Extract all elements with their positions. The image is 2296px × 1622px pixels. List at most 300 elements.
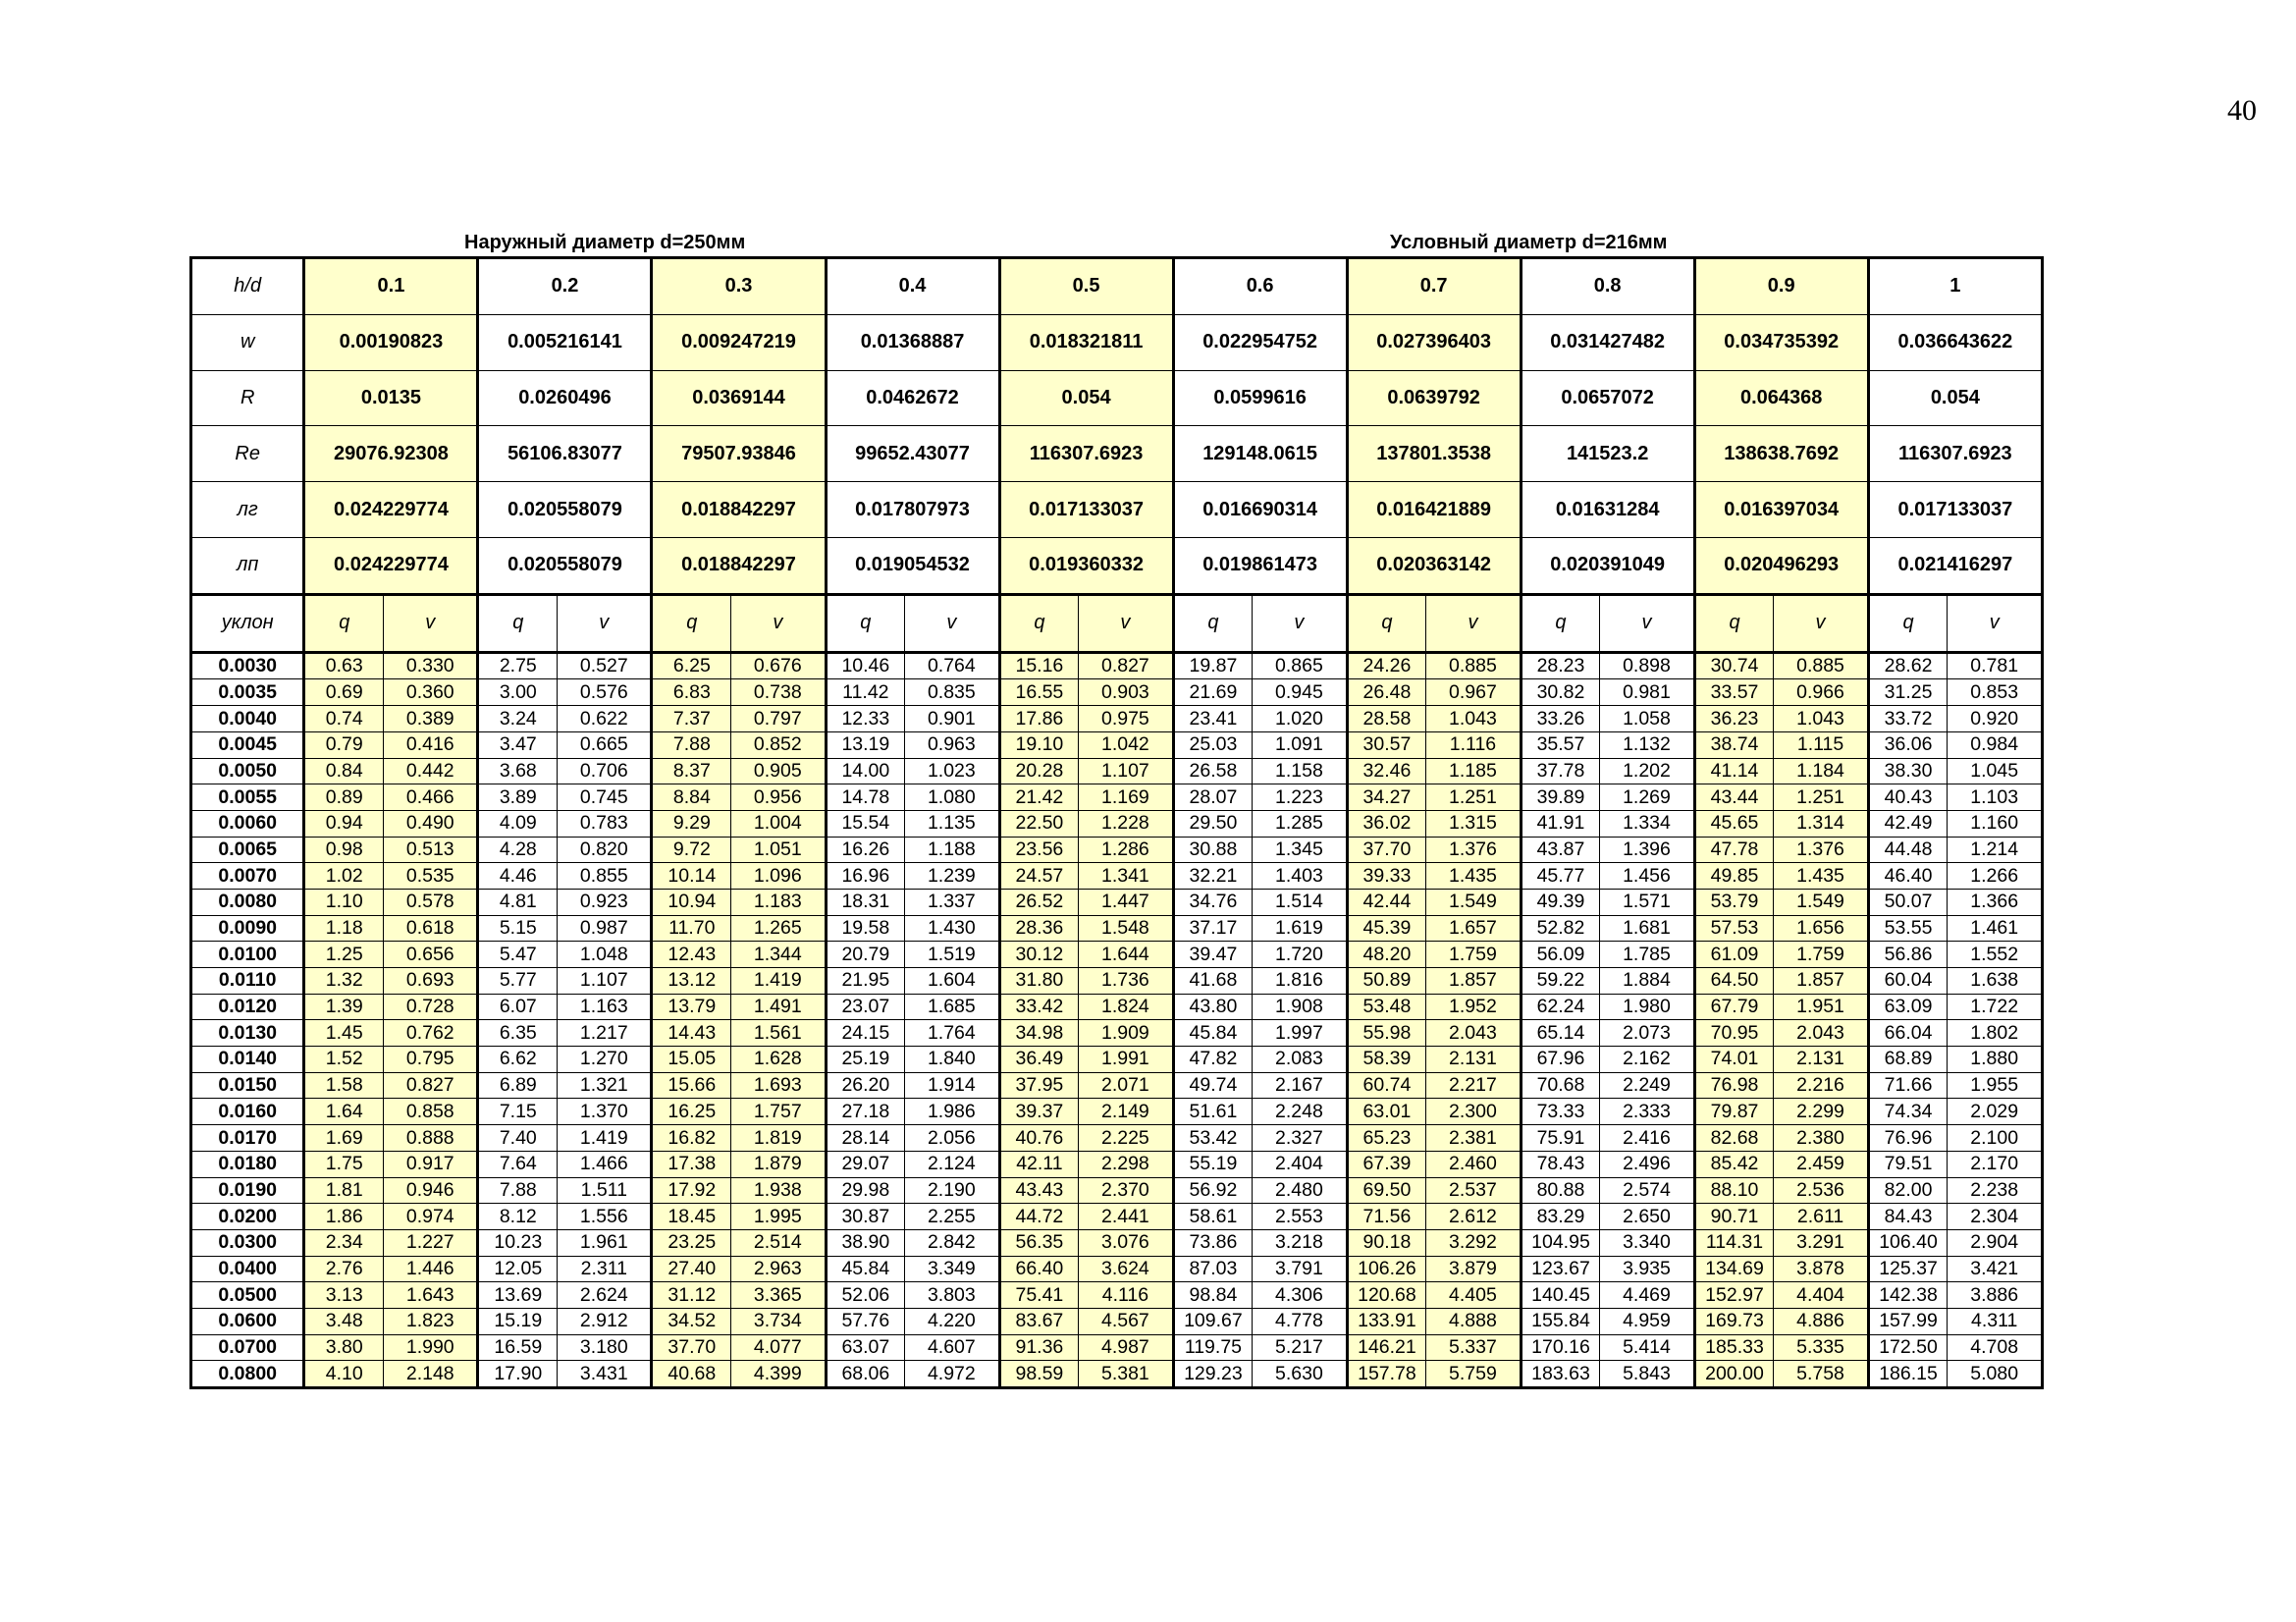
- param-value: 0.054: [1868, 370, 2042, 426]
- v-cell: 1.376: [1426, 837, 1521, 863]
- q-header: q: [1173, 594, 1253, 652]
- q-cell: 7.88: [652, 731, 731, 758]
- q-cell: 8.84: [652, 784, 731, 811]
- v-cell: 1.265: [731, 915, 826, 942]
- q-cell: 30.74: [1694, 652, 1774, 679]
- v-header: v: [558, 594, 652, 652]
- table-row: [191, 1334, 2043, 1361]
- q-cell: 1.64: [304, 1099, 384, 1125]
- data-rows: [191, 652, 2043, 1387]
- v-cell: 5.080: [1948, 1361, 2043, 1388]
- v-cell: 2.300: [1426, 1099, 1521, 1125]
- q-cell: 39.37: [999, 1099, 1079, 1125]
- q-cell: 33.26: [1521, 706, 1600, 732]
- v-cell: 3.292: [1426, 1229, 1521, 1256]
- v-cell: 1.549: [1426, 889, 1521, 915]
- v-cell: 5.630: [1253, 1361, 1347, 1388]
- q-header: q: [478, 594, 558, 652]
- v-cell: 1.759: [1774, 942, 1868, 968]
- q-cell: 142.38: [1868, 1282, 1948, 1309]
- v-cell: 1.239: [905, 863, 999, 890]
- param-value: 0.6: [1173, 258, 1347, 315]
- v-cell: 2.124: [905, 1151, 999, 1177]
- param-value: 0.019054532: [826, 537, 999, 594]
- q-cell: 7.40: [478, 1125, 558, 1152]
- v-cell: 0.898: [1600, 652, 1694, 679]
- q-cell: 87.03: [1173, 1256, 1253, 1282]
- q-cell: 15.05: [652, 1047, 731, 1073]
- v-cell: 1.997: [1253, 1020, 1347, 1047]
- v-cell: 0.728: [384, 994, 478, 1020]
- v-cell: 1.722: [1948, 994, 2043, 1020]
- param-label: Re: [191, 426, 304, 482]
- v-cell: 0.966: [1774, 679, 1868, 706]
- v-cell: 0.946: [384, 1177, 478, 1204]
- v-cell: 4.959: [1600, 1308, 1694, 1334]
- v-cell: 1.938: [731, 1177, 826, 1204]
- param-value: 0.8: [1521, 258, 1694, 315]
- v-cell: 1.914: [905, 1072, 999, 1099]
- q-cell: 83.67: [999, 1308, 1079, 1334]
- v-cell: 1.951: [1774, 994, 1868, 1020]
- q-cell: 0.89: [304, 784, 384, 811]
- table-row: [191, 994, 2043, 1020]
- q-cell: 25.03: [1173, 731, 1253, 758]
- v-cell: 1.345: [1253, 837, 1347, 863]
- q-cell: 28.62: [1868, 652, 1948, 679]
- q-cell: 58.39: [1347, 1047, 1426, 1073]
- q-cell: 1.86: [304, 1204, 384, 1230]
- q-cell: 41.14: [1694, 758, 1774, 784]
- q-cell: 13.69: [478, 1282, 558, 1309]
- q-cell: 120.68: [1347, 1282, 1426, 1309]
- q-cell: 51.61: [1173, 1099, 1253, 1125]
- param-value: 0.020496293: [1694, 537, 1868, 594]
- v-cell: 4.886: [1774, 1308, 1868, 1334]
- v-cell: 1.370: [558, 1099, 652, 1125]
- q-cell: 88.10: [1694, 1177, 1774, 1204]
- param-value: 0.01631284: [1521, 482, 1694, 538]
- v-cell: 1.491: [731, 994, 826, 1020]
- q-cell: 35.57: [1521, 731, 1600, 758]
- param-value: 137801.3538: [1347, 426, 1521, 482]
- q-cell: 70.68: [1521, 1072, 1600, 1099]
- v-cell: 2.311: [558, 1256, 652, 1282]
- param-row: [191, 426, 2043, 482]
- q-cell: 9.72: [652, 837, 731, 863]
- v-cell: 4.404: [1774, 1282, 1868, 1309]
- v-cell: 1.720: [1253, 942, 1347, 968]
- q-cell: 172.50: [1868, 1334, 1948, 1361]
- q-cell: 1.45: [304, 1020, 384, 1047]
- q-cell: 48.20: [1347, 942, 1426, 968]
- slope-cell: 0.0065: [191, 837, 304, 863]
- v-cell: 1.266: [1948, 863, 2043, 890]
- q-cell: 31.12: [652, 1282, 731, 1309]
- param-row: [191, 537, 2043, 594]
- q-cell: 152.97: [1694, 1282, 1774, 1309]
- q-cell: 185.33: [1694, 1334, 1774, 1361]
- v-cell: 3.421: [1948, 1256, 2043, 1282]
- param-value: 116307.6923: [999, 426, 1173, 482]
- q-cell: 28.14: [826, 1125, 905, 1152]
- v-cell: 0.987: [558, 915, 652, 942]
- q-cell: 2.75: [478, 652, 558, 679]
- v-cell: 1.759: [1426, 942, 1521, 968]
- table-row: [191, 1047, 2043, 1073]
- q-cell: 67.39: [1347, 1151, 1426, 1177]
- q-cell: 37.95: [999, 1072, 1079, 1099]
- q-cell: 14.78: [826, 784, 905, 811]
- v-cell: 0.656: [384, 942, 478, 968]
- q-cell: 79.87: [1694, 1099, 1774, 1125]
- q-cell: 29.50: [1173, 810, 1253, 837]
- v-cell: 1.163: [558, 994, 652, 1020]
- q-cell: 3.89: [478, 784, 558, 811]
- v-cell: 5.759: [1426, 1361, 1521, 1388]
- q-cell: 43.87: [1521, 837, 1600, 863]
- q-cell: 45.65: [1694, 810, 1774, 837]
- v-cell: 4.778: [1253, 1308, 1347, 1334]
- param-value: 0.019861473: [1173, 537, 1347, 594]
- v-cell: 0.827: [1079, 652, 1173, 679]
- q-cell: 1.18: [304, 915, 384, 942]
- table-row: [191, 1125, 2043, 1152]
- q-cell: 106.40: [1868, 1229, 1948, 1256]
- q-cell: 56.09: [1521, 942, 1600, 968]
- v-cell: 1.840: [905, 1047, 999, 1073]
- q-cell: 4.09: [478, 810, 558, 837]
- v-cell: 3.349: [905, 1256, 999, 1282]
- param-value: 0.027396403: [1347, 314, 1521, 370]
- slope-cell: 0.0110: [191, 968, 304, 995]
- q-cell: 84.43: [1868, 1204, 1948, 1230]
- q-cell: 69.50: [1347, 1177, 1426, 1204]
- param-label: лг: [191, 482, 304, 538]
- slope-cell: 0.0600: [191, 1308, 304, 1334]
- v-cell: 5.843: [1600, 1361, 1694, 1388]
- v-cell: 2.190: [905, 1177, 999, 1204]
- v-cell: 0.901: [905, 706, 999, 732]
- param-value: 0.024229774: [304, 482, 478, 538]
- q-cell: 75.41: [999, 1282, 1079, 1309]
- q-cell: 17.92: [652, 1177, 731, 1204]
- v-cell: 2.043: [1774, 1020, 1868, 1047]
- v-header: v: [1426, 594, 1521, 652]
- v-cell: 3.886: [1948, 1282, 2043, 1309]
- v-cell: 2.238: [1948, 1177, 2043, 1204]
- param-value: 0.054: [999, 370, 1173, 426]
- q-cell: 36.02: [1347, 810, 1426, 837]
- q-cell: 13.79: [652, 994, 731, 1020]
- q-cell: 78.43: [1521, 1151, 1600, 1177]
- v-cell: 2.170: [1948, 1151, 2043, 1177]
- q-cell: 43.44: [1694, 784, 1774, 811]
- v-cell: 2.624: [558, 1282, 652, 1309]
- v-cell: 1.693: [731, 1072, 826, 1099]
- q-cell: 37.70: [652, 1334, 731, 1361]
- q-cell: 1.10: [304, 889, 384, 915]
- v-cell: 0.974: [384, 1204, 478, 1230]
- v-cell: 2.459: [1774, 1151, 1868, 1177]
- v-cell: 0.535: [384, 863, 478, 890]
- v-cell: 3.734: [731, 1308, 826, 1334]
- param-value: 0.9: [1694, 258, 1868, 315]
- v-cell: 1.103: [1948, 784, 2043, 811]
- q-cell: 80.88: [1521, 1177, 1600, 1204]
- q-cell: 55.19: [1173, 1151, 1253, 1177]
- v-cell: 1.435: [1774, 863, 1868, 890]
- q-cell: 4.28: [478, 837, 558, 863]
- table-row: [191, 1361, 2043, 1388]
- q-cell: 21.95: [826, 968, 905, 995]
- q-cell: 33.57: [1694, 679, 1774, 706]
- v-cell: 2.071: [1079, 1072, 1173, 1099]
- q-cell: 3.80: [304, 1334, 384, 1361]
- slope-header: уклон: [191, 594, 304, 652]
- q-header: q: [1347, 594, 1426, 652]
- v-cell: 0.781: [1948, 652, 2043, 679]
- q-cell: 0.63: [304, 652, 384, 679]
- v-cell: 1.419: [558, 1125, 652, 1152]
- q-cell: 186.15: [1868, 1361, 1948, 1388]
- v-cell: 0.527: [558, 652, 652, 679]
- slope-cell: 0.0180: [191, 1151, 304, 1177]
- table-row: [191, 679, 2043, 706]
- q-cell: 3.47: [478, 731, 558, 758]
- param-value: 0.018321811: [999, 314, 1173, 370]
- q-cell: 71.56: [1347, 1204, 1426, 1230]
- v-cell: 0.706: [558, 758, 652, 784]
- q-cell: 20.28: [999, 758, 1079, 784]
- q-cell: 34.27: [1347, 784, 1426, 811]
- q-cell: 34.76: [1173, 889, 1253, 915]
- v-cell: 1.955: [1948, 1072, 2043, 1099]
- q-cell: 90.71: [1694, 1204, 1774, 1230]
- v-cell: 4.311: [1948, 1308, 2043, 1334]
- v-cell: 1.466: [558, 1151, 652, 1177]
- table-row: [191, 1099, 2043, 1125]
- q-cell: 146.21: [1347, 1334, 1426, 1361]
- v-cell: 1.188: [905, 837, 999, 863]
- q-cell: 27.18: [826, 1099, 905, 1125]
- slope-cell: 0.0700: [191, 1334, 304, 1361]
- v-cell: 0.745: [558, 784, 652, 811]
- slope-cell: 0.0300: [191, 1229, 304, 1256]
- q-cell: 56.86: [1868, 942, 1948, 968]
- q-cell: 46.40: [1868, 863, 1948, 890]
- q-cell: 32.21: [1173, 863, 1253, 890]
- q-cell: 13.19: [826, 731, 905, 758]
- v-cell: 1.080: [905, 784, 999, 811]
- v-cell: 1.048: [558, 942, 652, 968]
- q-cell: 6.25: [652, 652, 731, 679]
- q-cell: 62.24: [1521, 994, 1600, 1020]
- q-header: q: [826, 594, 905, 652]
- v-cell: 1.880: [1948, 1047, 2043, 1073]
- param-value: 0.018842297: [652, 537, 826, 594]
- table-row: [191, 942, 2043, 968]
- q-cell: 157.78: [1347, 1361, 1426, 1388]
- v-cell: 2.056: [905, 1125, 999, 1152]
- q-cell: 58.61: [1173, 1204, 1253, 1230]
- v-cell: 1.185: [1426, 758, 1521, 784]
- v-cell: 0.578: [384, 889, 478, 915]
- slope-cell: 0.0140: [191, 1047, 304, 1073]
- v-cell: 1.214: [1948, 837, 2043, 863]
- v-cell: 3.624: [1079, 1256, 1173, 1282]
- q-cell: 32.46: [1347, 758, 1426, 784]
- q-cell: 23.25: [652, 1229, 731, 1256]
- param-value: 116307.6923: [1868, 426, 2042, 482]
- q-cell: 25.19: [826, 1047, 905, 1073]
- q-cell: 39.89: [1521, 784, 1600, 811]
- q-cell: 26.52: [999, 889, 1079, 915]
- v-cell: 0.762: [384, 1020, 478, 1047]
- v-cell: 2.381: [1426, 1125, 1521, 1152]
- v-cell: 1.135: [905, 810, 999, 837]
- q-cell: 49.39: [1521, 889, 1600, 915]
- q-cell: 38.90: [826, 1229, 905, 1256]
- q-cell: 41.68: [1173, 968, 1253, 995]
- v-cell: 1.217: [558, 1020, 652, 1047]
- v-cell: 1.823: [384, 1308, 478, 1334]
- v-cell: 1.251: [1426, 784, 1521, 811]
- v-cell: 4.306: [1253, 1282, 1347, 1309]
- q-cell: 76.96: [1868, 1125, 1948, 1152]
- v-cell: 1.736: [1079, 968, 1173, 995]
- q-cell: 6.83: [652, 679, 731, 706]
- v-cell: 1.552: [1948, 942, 2043, 968]
- q-header: q: [1694, 594, 1774, 652]
- param-value: 0.017133037: [999, 482, 1173, 538]
- q-cell: 16.59: [478, 1334, 558, 1361]
- v-header: v: [1079, 594, 1173, 652]
- q-cell: 20.79: [826, 942, 905, 968]
- param-label: R: [191, 370, 304, 426]
- q-cell: 12.05: [478, 1256, 558, 1282]
- q-cell: 10.46: [826, 652, 905, 679]
- v-cell: 2.249: [1600, 1072, 1694, 1099]
- q-cell: 16.96: [826, 863, 905, 890]
- q-cell: 169.73: [1694, 1308, 1774, 1334]
- v-cell: 1.043: [1774, 706, 1868, 732]
- q-cell: 14.00: [826, 758, 905, 784]
- v-cell: 0.920: [1948, 706, 2043, 732]
- q-cell: 47.78: [1694, 837, 1774, 863]
- q-cell: 52.06: [826, 1282, 905, 1309]
- q-cell: 40.43: [1868, 784, 1948, 811]
- q-cell: 47.82: [1173, 1047, 1253, 1073]
- q-cell: 53.48: [1347, 994, 1426, 1020]
- v-cell: 1.980: [1600, 994, 1694, 1020]
- subheader-row: [191, 594, 2043, 652]
- q-cell: 125.37: [1868, 1256, 1948, 1282]
- q-header: q: [999, 594, 1079, 652]
- q-cell: 10.94: [652, 889, 731, 915]
- slope-cell: 0.0400: [191, 1256, 304, 1282]
- q-cell: 30.12: [999, 942, 1079, 968]
- slope-cell: 0.0035: [191, 679, 304, 706]
- q-cell: 3.68: [478, 758, 558, 784]
- q-cell: 42.11: [999, 1151, 1079, 1177]
- q-cell: 3.24: [478, 706, 558, 732]
- v-cell: 1.990: [384, 1334, 478, 1361]
- q-cell: 38.30: [1868, 758, 1948, 784]
- param-value: 79507.93846: [652, 426, 826, 482]
- q-cell: 104.95: [1521, 1229, 1600, 1256]
- v-cell: 4.972: [905, 1361, 999, 1388]
- param-value: 0.3: [652, 258, 826, 315]
- q-cell: 57.76: [826, 1308, 905, 1334]
- v-cell: 2.043: [1426, 1020, 1521, 1047]
- v-cell: 0.885: [1426, 652, 1521, 679]
- q-cell: 50.89: [1347, 968, 1426, 995]
- q-cell: 63.01: [1347, 1099, 1426, 1125]
- q-cell: 66.04: [1868, 1020, 1948, 1047]
- q-cell: 66.40: [999, 1256, 1079, 1282]
- q-cell: 26.20: [826, 1072, 905, 1099]
- v-cell: 0.917: [384, 1151, 478, 1177]
- q-cell: 37.78: [1521, 758, 1600, 784]
- v-cell: 3.291: [1774, 1229, 1868, 1256]
- param-value: 0.0369144: [652, 370, 826, 426]
- v-cell: 1.819: [731, 1125, 826, 1152]
- param-value: 0.019360332: [999, 537, 1173, 594]
- param-value: 0.034735392: [1694, 314, 1868, 370]
- v-cell: 1.857: [1774, 968, 1868, 995]
- v-header: v: [1600, 594, 1694, 652]
- v-cell: 3.340: [1600, 1229, 1694, 1256]
- q-cell: 34.52: [652, 1308, 731, 1334]
- param-value: 0.021416297: [1868, 537, 2042, 594]
- v-cell: 1.785: [1600, 942, 1694, 968]
- v-cell: 2.225: [1079, 1125, 1173, 1152]
- q-cell: 30.57: [1347, 731, 1426, 758]
- slope-cell: 0.0130: [191, 1020, 304, 1047]
- q-cell: 9.29: [652, 810, 731, 837]
- q-cell: 67.96: [1521, 1047, 1600, 1073]
- q-cell: 68.06: [826, 1361, 905, 1388]
- v-cell: 0.835: [905, 679, 999, 706]
- param-value: 0.2: [478, 258, 652, 315]
- q-cell: 76.98: [1694, 1072, 1774, 1099]
- slope-cell: 0.0030: [191, 652, 304, 679]
- v-cell: 0.513: [384, 837, 478, 863]
- q-cell: 109.67: [1173, 1308, 1253, 1334]
- v-cell: 1.857: [1426, 968, 1521, 995]
- q-cell: 17.38: [652, 1151, 731, 1177]
- q-cell: 55.98: [1347, 1020, 1426, 1047]
- q-cell: 170.16: [1521, 1334, 1600, 1361]
- table-row: [191, 784, 2043, 811]
- v-cell: 1.285: [1253, 810, 1347, 837]
- q-cell: 15.16: [999, 652, 1079, 679]
- q-cell: 2.34: [304, 1229, 384, 1256]
- q-cell: 1.69: [304, 1125, 384, 1152]
- v-cell: 1.058: [1600, 706, 1694, 732]
- v-cell: 2.083: [1253, 1047, 1347, 1073]
- q-cell: 7.64: [478, 1151, 558, 1177]
- v-cell: 1.376: [1774, 837, 1868, 863]
- v-cell: 1.657: [1426, 915, 1521, 942]
- q-cell: 63.09: [1868, 994, 1948, 1020]
- q-cell: 129.23: [1173, 1361, 1253, 1388]
- v-cell: 1.681: [1600, 915, 1694, 942]
- v-cell: 0.783: [558, 810, 652, 837]
- param-value: 1: [1868, 258, 2042, 315]
- v-cell: 5.217: [1253, 1334, 1347, 1361]
